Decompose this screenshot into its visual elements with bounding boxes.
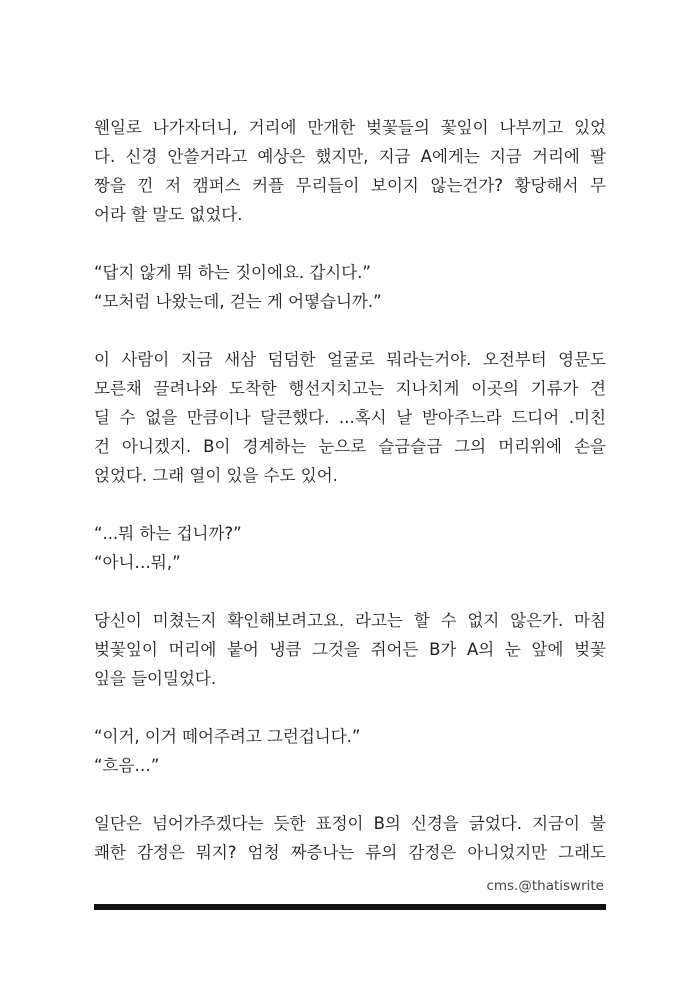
paragraph-gap	[94, 490, 606, 519]
text-line: 당신이 미쳤는지 확인해보려고요. 라고는 할 수 없지 않은가. 마침	[94, 611, 606, 630]
text-line: 짱을 낀 저 캠퍼스 커플 무리들이 보이지 않는건가? 황당해서 무	[94, 176, 606, 195]
text-line: 웬일로 나가자더니, 거리에 만개한 벚꽃들의 꽃잎이 나부끼고 있었	[94, 118, 606, 137]
text-line: 모른채 끌려나와 도착한 행선지치고는 지나치게 이곳의 기류가 견	[94, 379, 606, 398]
text-line: 이 사람이 지금 새삼 덤덤한 얼굴로 뭐라는거야. 오전부터 영문도	[94, 350, 606, 369]
paragraph	[94, 606, 606, 693]
dialogue-line: “...뭐 하는 겁니까?”	[94, 524, 242, 543]
story-text	[94, 113, 606, 867]
paragraph-gap	[94, 577, 606, 606]
dialogue-paragraph	[94, 722, 606, 780]
text-line: 얹었다. 그래 열이 있을 수도 있어.	[94, 466, 338, 485]
text-line: 잎을 들이밀었다.	[94, 669, 217, 688]
text-line: 어라 할 말도 없었다.	[94, 205, 243, 224]
dialogue-line: “모처럼 나왔는데, 걷는 게 어떻습니까.”	[94, 292, 382, 311]
paragraph-gap	[94, 316, 606, 345]
paragraph	[94, 113, 606, 229]
author-watermark: cms.@thatiswrite	[486, 878, 604, 894]
dialogue-line: “답지 않게 뭐 하는 짓이에요. 갑시다.”	[94, 263, 371, 282]
paragraph	[94, 809, 606, 867]
paragraph-gap	[94, 229, 606, 258]
dialogue-line: “흐음…”	[94, 756, 160, 775]
footer-divider	[94, 904, 606, 910]
paragraph-gap	[94, 780, 606, 809]
dialogue-paragraph	[94, 258, 606, 316]
text-line: 건 아니겠지. B이 경계하는 눈으로 슬금슬금 그의 머리위에 손을	[94, 437, 606, 456]
text-line: 쾌한 감정은 뭐지? 엄청 짜증나는 류의 감정은 아니었지만 그래도	[94, 843, 606, 862]
paragraph	[94, 345, 606, 490]
text-line: 벚꽃잎이 머리에 붙어 냉큼 그것을 쥐어든 B가 A의 눈 앞에 벚꽃	[94, 640, 606, 659]
text-line: 일단은 넘어가주겠다는 듯한 표정이 B의 신경을 긁었다. 지금이 불	[94, 814, 606, 833]
text-line: 딜 수 없을 만큼이나 달큰했다. ...혹시 날 받아주느라 드디어 .미친	[94, 408, 606, 427]
dialogue-paragraph	[94, 519, 606, 577]
dialogue-line: “이거, 이거 떼어주려고 그런겁니다.”	[94, 727, 361, 746]
text-line: 다. 신경 안쓸거라고 예상은 했지만, 지금 A에게는 지금 거리에 팔	[94, 147, 606, 166]
paragraph-gap	[94, 693, 606, 722]
dialogue-line: “아니…뭐,”	[94, 553, 181, 572]
